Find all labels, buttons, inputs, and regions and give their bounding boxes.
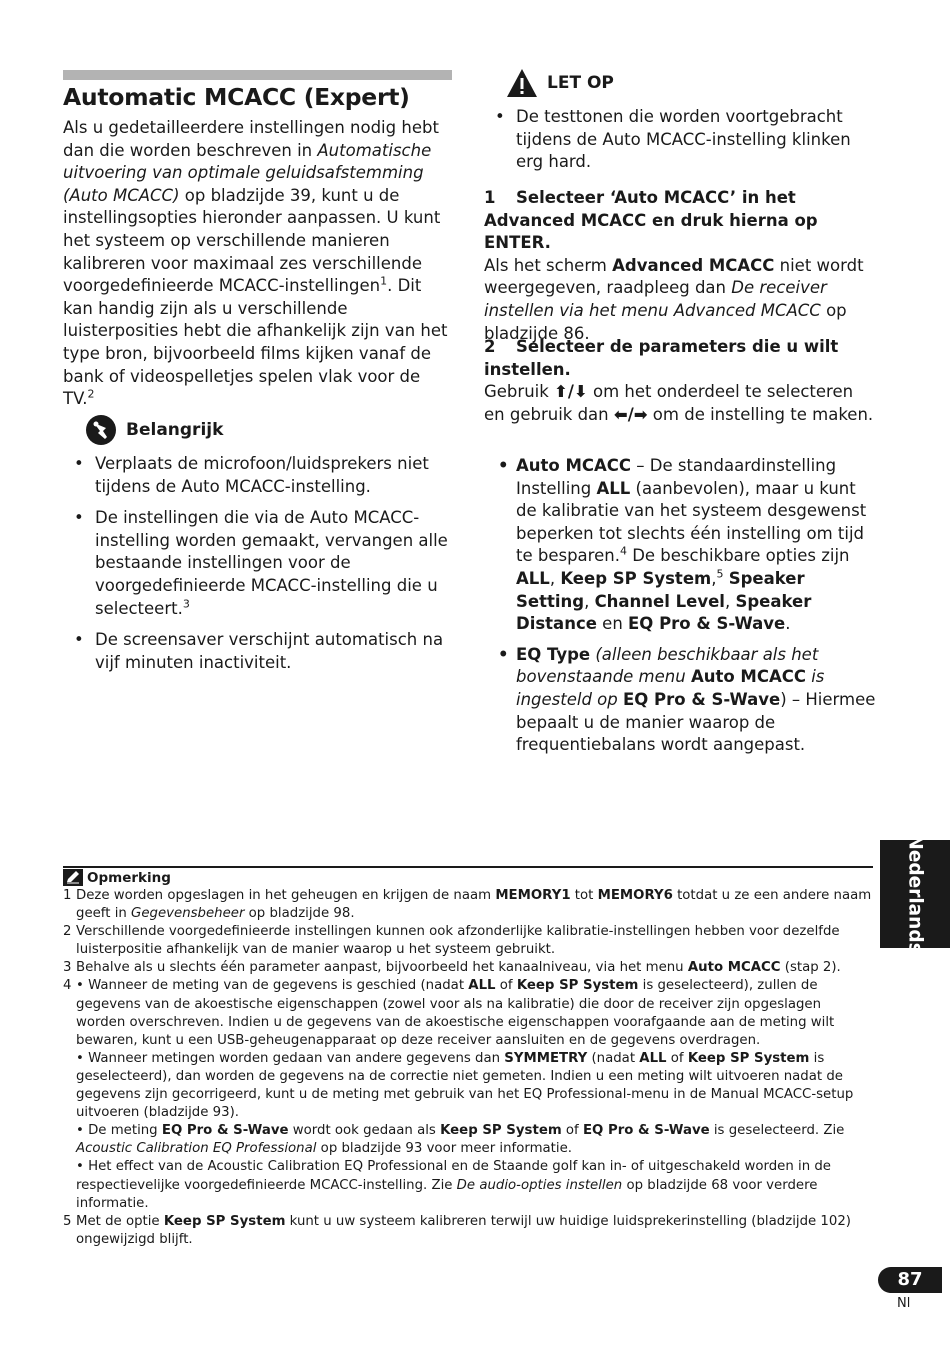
note-icon <box>63 869 83 886</box>
language-code: Nl <box>897 1296 911 1311</box>
page-number: 87 <box>878 1267 942 1293</box>
step-number: 1 <box>484 188 496 207</box>
footnote-1: 1 Deze worden opgeslagen in het geheugen en krijgen de naam MEMORY1 tot MEMORY6 totdat u ze een andere naam geeft in Gegevensbeheer op bladzijde 98. <box>63 888 872 922</box>
caution-list <box>484 106 876 183</box>
important-list <box>63 453 455 683</box>
footnote-5: 5 Met de optie Keep SP System kunt u uw systeem kalibreren terwijl uw huidige luidsprekerinstelling (bladzijde 102) ongewijzigd blijft. <box>63 1213 851 1247</box>
important-label: Belangrijk <box>126 420 224 440</box>
footnote-4-part: • Wanneer de meting van de gegevens is geschied (nadat ALL of Keep SP System is geselecteerd), zullen de gegevens van de akoestische eigenschappen (zowel voor als na kalibratie) die door de receiver zijn opgeslagen worden overschreven. Indien u de gegevens van de akoestische eigenschappen voorafgaande aan de meting wilt bewaren, kunt u een USB-geheugenapparaat op deze receiver aansluiten en de gegevens overdragen. <box>76 978 835 1048</box>
list-item-text: De instellingen die via de Auto MCACC-instelling worden gemaakt, vervangen alle bestaande instellingen voor de voorgedefinieerde MCACC-instelling die u selecteert. <box>95 508 448 618</box>
notes-divider <box>63 866 873 868</box>
footnote-4: 4 • Wanneer de meting van de gegevens is geschied (nadat ALL of Keep SP System is geselecteerd), zullen de gegevens van de akoestische eigenschappen (zowel voor als na kalibratie) die door de receiver zijn opgeslagen worden overschreven. Indien u de gegevens van de akoestische eigenschappen voorafgaande aan de meting wilt bewaren, kunt u een USB-geheugenapparaat op deze receiver aansluiten en de gegevens overdragen. • Wanneer metingen worden gedaan van andere gegevens dan SYMMETRY (nadat ALL of Keep SP System is geselecteerd), dan worden de gegevens na de correctie niet gemeten. Indien u een meting wilt uitvoeren nadat de gegevens zijn gecorrigeerd, kunt u de meting met gebruik van het EQ Professional-menu in de Manual MCACC-setup uitvoeren (bladzijde 93). • De meting EQ Pro & S-Wave wordt ook gedaan als Keep SP System of EQ Pro & S-Wave is geselecteerd. Zie Acoustic Calibration EQ Professional op bladzijde 93 voor meer informatie. • Het effect van de Acoustic Calibration EQ Professional en de Staande golf kan in- of uitgeschakeld worden in de respectievelijke voorgedefinieerde MCACC-instelling. Zie De audio-opties instellen op bladzijde 68 voor verdere informatie. <box>63 977 873 1212</box>
footnote-ref: 2 <box>87 387 95 401</box>
option-name: EQ Type <box>516 644 591 664</box>
left-right-arrow-icon: ⬅/➡ <box>613 404 648 424</box>
page-title: Automatic MCACC (Expert) <box>63 83 410 111</box>
language-tab <box>880 834 950 954</box>
language-tab-label: Nederlands <box>904 834 926 954</box>
step-heading <box>484 187 876 255</box>
intro-text: Als u gedetailleerdere instellingen nodig hebt dan die worden beschreven in <box>63 118 439 160</box>
step-body: Als het scherm Advanced MCACC niet wordt weergegeven, raadpleeg dan De receiver instellen via het menu Advanced MCACC op bladzijde 86. <box>484 255 864 343</box>
footnote-2: 2 Verschillende voorgedefinieerde instellingen kunnen ook afzonderlijke kalibratie-instellingen hebben voor dezelfde luisterpositie afhankelijk van de manier waarop u het systeem gebruikt. <box>63 924 840 958</box>
list-item: • De screensaver verschijnt automatisch na vijf minuten inactiviteit. <box>63 629 455 674</box>
footnote-4-part: • De meting EQ Pro & S-Wave wordt ook gedaan als Keep SP System of EQ Pro & S-Wave is geselecteerd. Zie Acoustic Calibration EQ Professional op bladzijde 93 voor meer informatie. <box>76 1123 845 1157</box>
caution-label: LET OP <box>547 73 614 93</box>
list-item <box>63 507 455 620</box>
notes-label: Opmerking <box>87 869 171 886</box>
footnote-3: 3 Behalve als u slechts één parameter aanpast, bijvoorbeeld het kanaalniveau, via het menu Auto MCACC (stap 2). <box>63 960 841 976</box>
footnote-ref: 3 <box>182 597 190 611</box>
intro-paragraph <box>63 117 455 411</box>
intro-reference: Automatische uitvoering van optimale geluidsafstemming (Auto MCACC) <box>63 140 432 205</box>
warning-icon <box>506 67 538 99</box>
caution-heading <box>506 67 614 99</box>
step-1 <box>484 187 876 345</box>
footnote-ref: 1 <box>380 274 388 288</box>
list-item: • De testtonen die worden voortgebracht tijdens de Auto MCACC-instelling klinken erg hard. <box>484 106 876 174</box>
notes-heading <box>63 869 171 886</box>
option-eq-type: • EQ Type (alleen beschikbaar als het bovenstaande menu Auto MCACC is ingesteld op EQ Pro & S-Wave) – Hiermee bepaalt u de manier waarop de frequentiebalans wordt aangepast. <box>484 644 876 757</box>
step-number: 2 <box>484 337 496 356</box>
title-bar <box>63 70 452 80</box>
footnote-4-part: • Het effect van de Acoustic Calibration EQ Professional en de Staande golf kan in- of uitgeschakeld worden in de respectievelijke voorgedefinieerde MCACC-instelling. Zie De audio-opties instellen op bladzijde 68 voor verdere informatie. <box>76 1159 831 1211</box>
list-item: • Verplaats de microfoon/luidsprekers niet tijdens de Auto MCACC-instelling. <box>63 453 455 498</box>
step-heading <box>484 336 876 381</box>
footnote-ref: 5 <box>716 567 724 581</box>
intro-text: . Dit kan handig zijn als u verschillende luisterposities hebt die afhankelijk zijn van het type bron, bijvoorbeeld films kijken vanaf de bank of videospelletjes spelen vlak voor de TV. <box>63 276 448 409</box>
step-title: Selecteer de parameters die u wilt instellen. <box>484 337 839 379</box>
step-2 <box>484 336 876 426</box>
step-body: Gebruik ⬆/⬇ om het onderdeel te selecteren en gebruik dan ⬅/➡ om de instelling te maken. <box>484 382 874 424</box>
up-down-arrow-icon: ⬆/⬇ <box>554 382 588 402</box>
intro-text: op bladzijde 39, kunt u de instellingsopties hieronder aanpassen. U kunt het systeem op verschillende manieren kalibreren voor maximaal zes verschillende voorgedefinieerde MCACC-instellingen <box>63 185 441 296</box>
important-heading <box>85 414 223 446</box>
option-name: Auto MCACC <box>516 456 632 475</box>
footnote-ref: 4 <box>619 544 627 558</box>
step-title: Selecteer ‘Auto MCACC’ in het Advanced MCACC en druk hierna op ENTER. <box>484 188 818 253</box>
options-list <box>484 455 876 765</box>
footnotes-list <box>63 887 873 1249</box>
footnote-4-part: • Wanneer metingen worden gedaan van andere gegevens dan SYMMETRY (nadat ALL of Keep SP System is geselecteerd), dan worden de gegevens na de correctie niet gemeten. Indien u een meting wilt uitvoeren nadat de gegevens zijn gecorrigeerd, kunt u de meting met gebruik van het EQ Professional-menu in de Manual MCACC-setup uitvoeren (bladzijde 93). <box>76 1050 854 1121</box>
important-icon <box>85 414 117 446</box>
option-auto-mcacc: • Auto MCACC – De standaardinstelling Instelling ALL (aanbevolen), maar u kunt de kalibratie van het systeem desgewenst beperken tot slechts één instelling om tijd te besparen.$^4$ De beschikbare opties zijn ALL, Keep SP System,$^5$ Speaker Setting, Channel Level, Speaker Distance en EQ Pro & S-Wave. <box>484 455 876 636</box>
